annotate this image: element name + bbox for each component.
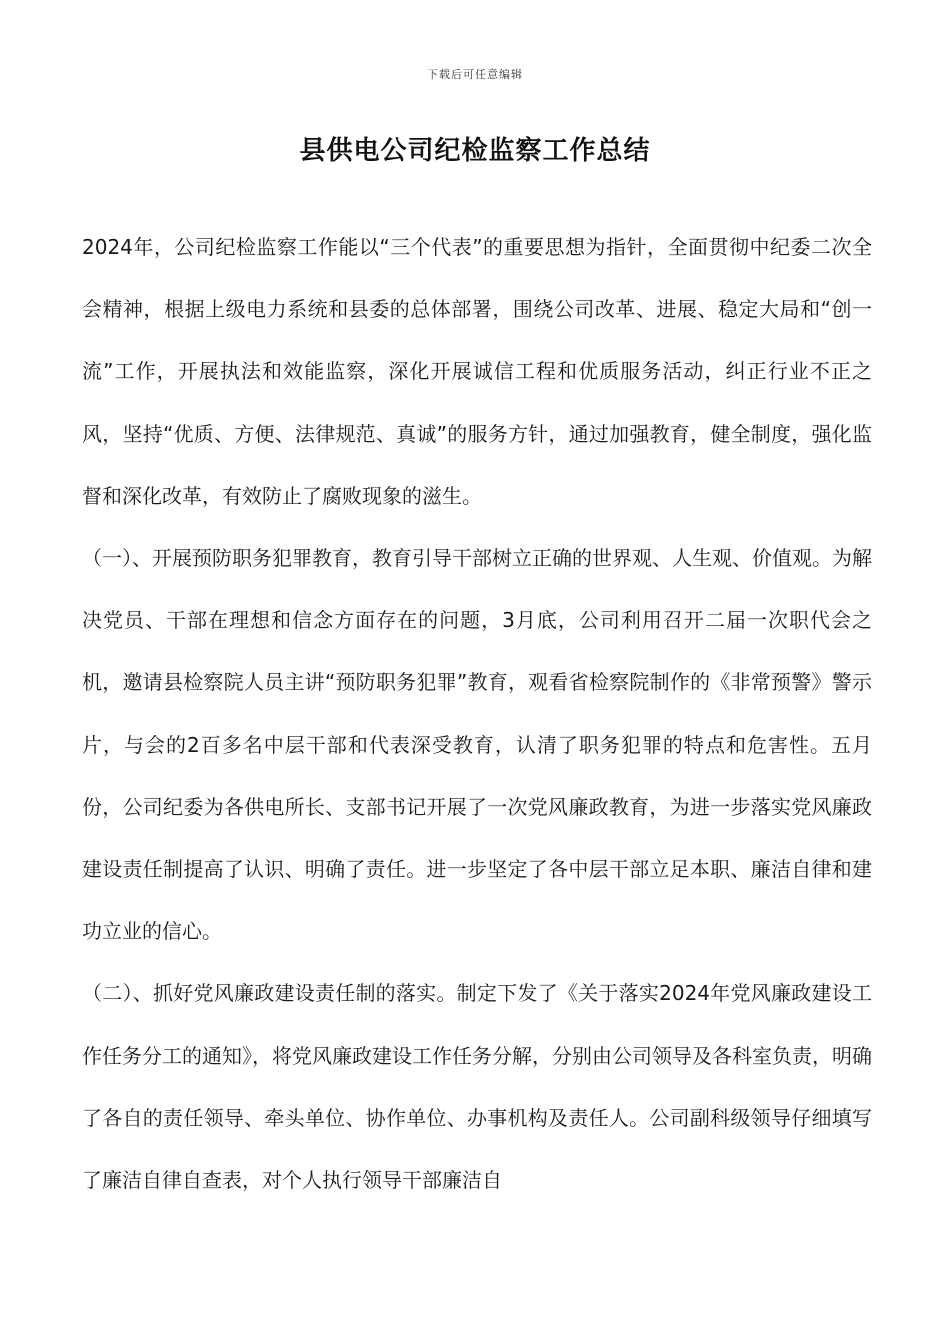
- document-title: 县供电公司纪检监察工作总结: [299, 136, 651, 166]
- download-note: 下载后可任意编辑: [427, 68, 523, 81]
- paragraph-section-1: （一）、开展预防职务犯罪教育，教育引导干部树立正确的世界观、人生观、价值观。为解决党员、干部在理想和信念方面存在的问题，3月底，公司利用召开二届一次职代会之机，邀请县检察院人员主讲“预防职务犯罪”教育，观看省检察院制作的《非常预警》警示片，与会的2百多名中层干部和代表深受教育，认清了职务犯罪的特点和危害性。五月份，公司纪委为各供电所长、支部书记开展了一次党风廉政教育，为进一步落实党风廉政建设责任制提高了认识、明确了责任。进一步坚定了各中层干部立足本职、廉洁自律和建功立业的信心。: [82, 546, 872, 944]
- document-body: [82, 216, 872, 1211]
- paragraph-section-2: （二）、抓好党风廉政建设责任制的落实。制定下发了《关于落实2024年党风廉政建设工作任务分工的通知》，将党风廉政建设工作任务分解，分别由公司领导及各科室负责，明确了各自的责任领导、牵头单位、协作单位、办事机构及责任人。公司副科级领导仔细填写了廉洁自律自查表，对个人执行领导干部廉洁自: [82, 981, 872, 1193]
- paragraph-intro: 2024年，公司纪检监察工作能以“三个代表”的重要思想为指针，全面贯彻中纪委二次全会精神，根据上级电力系统和县委的总体部署，围绕公司改革、进展、稳定大局和“创一流”工作，开展执法和效能监察，深化开展诚信工程和优质服务活动，纠正行业不正之风，坚持“优质、方便、法律规范、真诚”的服务方针，通过加强教育，健全制度，强化监督和深化改革，有效防止了腐败现象的滋生。: [82, 235, 872, 508]
